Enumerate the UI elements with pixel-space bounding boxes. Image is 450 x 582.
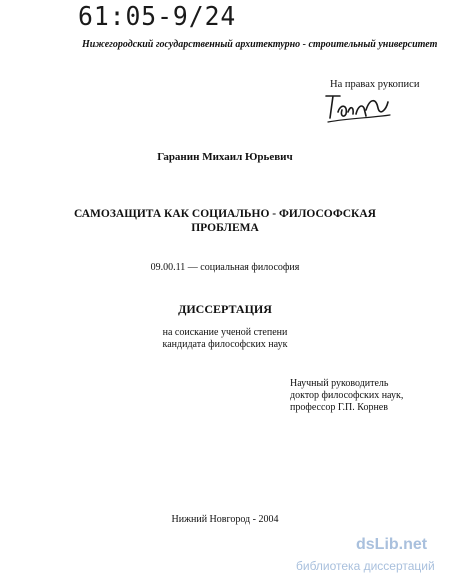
supervisor-line: доктор философских наук,: [290, 390, 404, 401]
document-type: ДИССЕРТАЦИЯ: [178, 302, 272, 316]
watermark-logo: dsLib.net: [356, 536, 428, 553]
signature-icon: [320, 88, 392, 126]
degree-line: кандидата философских наук: [162, 339, 288, 350]
supervisor-line: Научный руководитель: [290, 378, 389, 389]
rights-note: На правах рукописи: [330, 79, 420, 90]
degree-line: на соискание ученой степени: [162, 327, 288, 338]
supervisor-block: [290, 378, 403, 414]
author-name: Гаранин Михаил Юрьевич: [157, 151, 293, 163]
watermark-subtitle: библиотека диссертаций: [296, 559, 435, 573]
title-line: ПРОБЛЕМА: [191, 222, 259, 234]
university-name: Нижегородский государственный архитектурно - строительный университет: [82, 39, 438, 50]
supervisor-line: профессор Г.П. Корнев: [290, 402, 388, 413]
degree-sought: [0, 327, 450, 351]
city-year: Нижний Новгород - 2004: [171, 514, 279, 525]
specialty: 09.00.11 — социальная философия: [150, 262, 300, 273]
library-stamp: 61:05-9/24: [78, 2, 237, 32]
dissertation-title: [60, 207, 390, 235]
title-line: САМОЗАЩИТА КАК СОЦИАЛЬНО - ФИЛОСОФСКАЯ: [73, 208, 376, 220]
